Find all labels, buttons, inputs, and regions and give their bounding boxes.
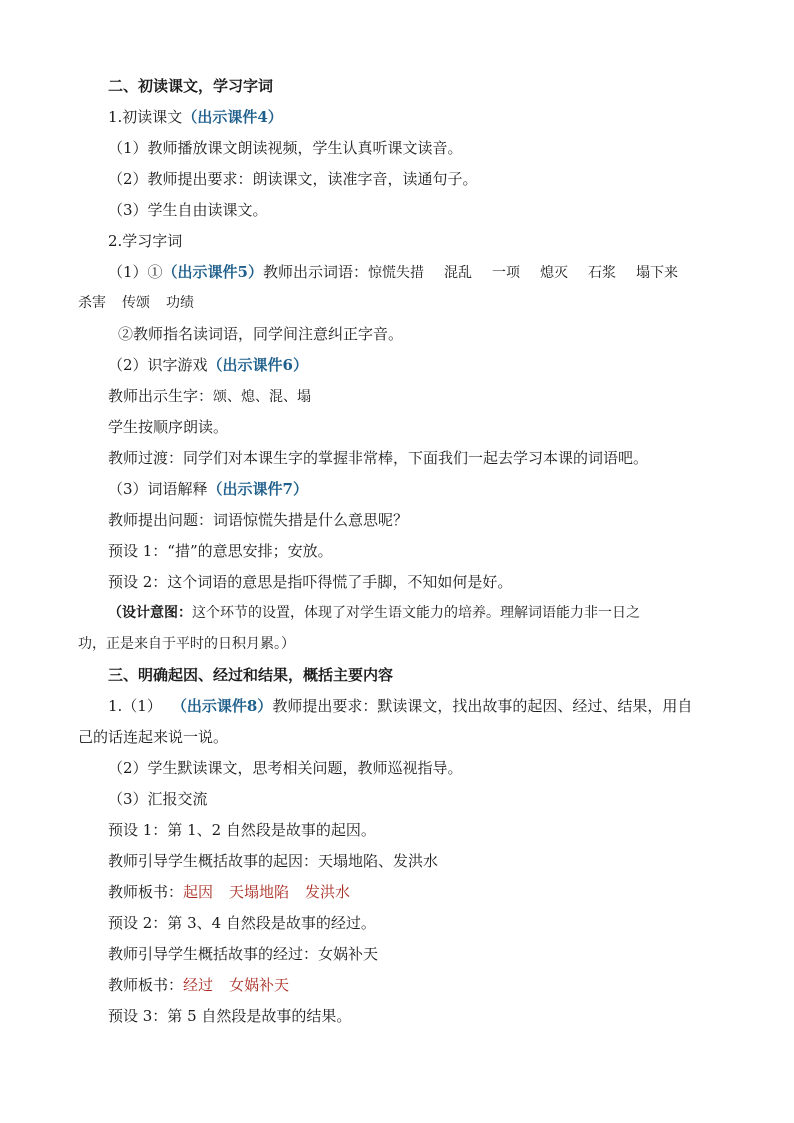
paragraph: 教师引导学生概括故事的起因：天塌地陷、发洪水 — [108, 852, 439, 870]
vocab-word: 杀害 — [78, 295, 106, 311]
paragraph: （2）教师提出要求：朗读课文，读准字音，读通句子。 — [108, 170, 478, 188]
sub-step-text: （2）识字游戏 — [108, 356, 208, 374]
paragraph: 教师引导学生概括故事的经过：女娲补天 — [108, 945, 379, 963]
item-prefix: （1）① — [108, 263, 163, 281]
char-list-line — [108, 386, 794, 407]
vocab-word: 熄灭 — [540, 265, 569, 281]
char-list-intro: 教师出示生字： — [108, 387, 214, 405]
vocab-word: 一项 — [492, 265, 521, 281]
board-item: 经过 — [183, 976, 214, 994]
paragraph: （3）汇报交流 — [108, 790, 208, 808]
board-label: 教师板书： — [108, 883, 184, 901]
section-heading-3: 三、明确起因、经过和结果，概括主要内容 — [108, 666, 394, 684]
board-item: 女娲补天 — [229, 976, 290, 994]
courseware-ref: （出示课件5） — [162, 263, 263, 281]
section-heading-2: 二、初读课文，学习字词 — [108, 77, 274, 95]
paragraph: （3）学生自由读课文。 — [108, 201, 268, 219]
step-1-line — [108, 696, 794, 716]
paragraph: （2）学生默读课文，思考相关问题，教师巡视指导。 — [108, 759, 463, 777]
board-item: 天塌地陷 — [229, 883, 290, 901]
paragraph: 教师过渡：同学们对本课生字的掌握非常棒，下面我们一起去学习本课的词语吧。 — [108, 449, 649, 467]
step-1-text: 1.初读课文 — [108, 108, 183, 126]
word-list-intro: 教师出示词语： — [263, 263, 369, 281]
paragraph: 预设 2：第 3、4 自然段是故事的经过。 — [108, 914, 376, 932]
design-intent-label: （设计意图： — [108, 605, 192, 621]
design-intent-cont: 功，正是来自于平时的日积月累。） — [78, 636, 295, 652]
vocab-word: 传颂 — [122, 295, 150, 311]
board-line — [108, 975, 794, 995]
sub-step-text: （3）词语解释 — [108, 480, 208, 498]
word-list-line — [108, 262, 794, 283]
vocab-word: 功绩 — [166, 295, 194, 311]
paragraph: 预设 2：这个词语的意思是指吓得慌了手脚，不知如何是好。 — [108, 573, 513, 591]
board-label: 教师板书： — [108, 976, 184, 994]
word-list-line-cont — [78, 293, 794, 313]
paragraph: 预设 1：第 1、2 自然段是故事的起因。 — [108, 821, 376, 839]
step-1-text: 教师提出要求：默读课文，找出故事的起因、经过、结果，用自 — [272, 697, 693, 715]
vocab-word: 惊慌失措 — [368, 265, 425, 281]
paragraph: 预设 1：“措”的意思安排；安放。 — [108, 542, 333, 560]
step-1-cont: 己的话连起来说一说。 — [78, 728, 229, 746]
board-item: 发洪水 — [305, 883, 351, 901]
courseware-ref: （出示课件7） — [207, 480, 308, 498]
vocab-word: 混乱 — [444, 265, 473, 281]
paragraph: 教师提出问题：词语惊慌失措是什么意思呢？ — [108, 511, 409, 529]
paragraph: （1）教师播放课文朗读视频，学生认真听课文读音。 — [108, 139, 463, 157]
sub-step-title — [108, 479, 794, 499]
design-intent-text: 这个环节的设置，体现了对学生语文能力的培养。理解词语能力非一日之 — [192, 605, 640, 621]
paragraph: 学生按顺序朗读。 — [108, 418, 229, 436]
step-2-title: 2.学习字词 — [108, 232, 183, 250]
paragraph: ②教师指名读词语，同学间注意纠正字音。 — [118, 325, 404, 343]
board-item: 起因 — [183, 883, 214, 901]
paragraph: 预设 3：第 5 自然段是故事的结果。 — [108, 1007, 352, 1025]
design-intent — [108, 603, 794, 623]
courseware-ref: （出示课件6） — [207, 356, 308, 374]
step-1-title — [108, 107, 794, 127]
char-list: 颂、熄、混、塌 — [213, 389, 312, 405]
vocab-word: 石浆 — [588, 265, 617, 281]
courseware-ref: （出示课件8） — [171, 697, 273, 715]
board-line — [108, 882, 794, 902]
sub-step-title — [108, 355, 794, 375]
courseware-ref: （出示课件4） — [182, 108, 283, 126]
vocab-word: 塌下来 — [636, 265, 679, 281]
item-prefix: 1.（1） — [108, 697, 162, 715]
